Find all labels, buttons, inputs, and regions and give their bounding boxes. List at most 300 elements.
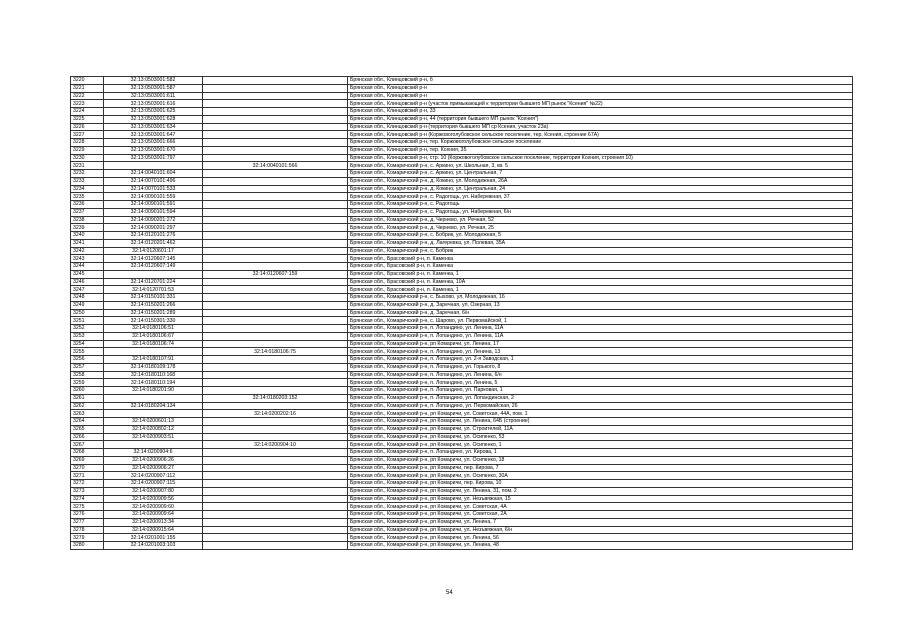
cadastral-number: 32:14:0180107:91 [104, 356, 203, 364]
table-row [71, 356, 853, 364]
cadastral-number: 32:13:0503001:587 [104, 84, 203, 92]
table-row [71, 255, 853, 263]
cadastral-number-alt [203, 534, 348, 542]
cadastral-number: 32:14:0200913:34 [104, 518, 203, 526]
address: Брянская обл., Комаричский р-н, п. Лопандино, ул. Лопандинская, 2 [348, 394, 853, 402]
cadastral-number [104, 348, 203, 356]
table-row [71, 139, 853, 147]
cadastral-number: 32:14:0040101:604 [104, 170, 203, 178]
cadastral-number: 32:14:0201003:103 [104, 542, 203, 550]
cadastral-number: 32:14:0200601:13 [104, 418, 203, 426]
table-row [71, 216, 853, 224]
cadastral-number-alt [203, 216, 348, 224]
table-row [71, 317, 853, 325]
cadastral-number-alt [203, 77, 348, 85]
address: Брянская обл., Брасовский р-н, п. Каменка, 1 [348, 286, 853, 294]
address: Брянская обл., Комаричский р-н, рп Комаричи, ул. Осипенко, 1 [348, 441, 853, 449]
cadastral-number: 32:14:0150201:266 [104, 301, 203, 309]
cadastral-number-alt [203, 487, 348, 495]
row-number: 3226 [71, 123, 104, 131]
row-number: 3222 [71, 92, 104, 100]
address: Брянская обл., Комаричский р-н, п. Лопандино, ул. Ленина, 11А [348, 332, 853, 340]
address: Брянская обл., Комаричский р-н, д. Кокино, ул. Молодежная, 26А [348, 177, 853, 185]
address: Брянская обл., Комаричский р-н, п. Лопандино, ул. Горького, 8 [348, 363, 853, 371]
address: Брянская обл., Комаричский р-н, рп Комаричи, ул. Советская, 4А [348, 503, 853, 511]
address: Брянская обл., Брасовский р-н, п. Каменка, 1 [348, 270, 853, 278]
row-number: 3253 [71, 332, 104, 340]
table-row [71, 363, 853, 371]
cadastral-number: 32:14:0120607:145 [104, 255, 203, 263]
cadastral-number: 32:14:0200903:51 [104, 433, 203, 441]
table-row [71, 379, 853, 387]
address: Брянская обл., Клинцовский р-н (Коржовоголубовское сельское поселение, тер. Ксения, строение 67А) [348, 131, 853, 139]
table-row [71, 340, 853, 348]
cadastral-number-alt: 32:14:0200202:16 [203, 410, 348, 418]
cadastral-number [104, 410, 203, 418]
row-number: 3250 [71, 309, 104, 317]
cadastral-number-alt [203, 154, 348, 162]
address: Брянская обл., Комаричский р-н, д. Лагеревка, ул. Полевая, 35А [348, 239, 853, 247]
row-number: 3228 [71, 139, 104, 147]
cadastral-number: 32:14:0090201:297 [104, 224, 203, 232]
table-row [71, 108, 853, 116]
cadastral-number-alt [203, 100, 348, 108]
cadastral-number-alt [203, 518, 348, 526]
cadastral-number-alt [203, 309, 348, 317]
address: Брянская обл., Брасовский р-н, п. Каменка [348, 263, 853, 271]
address: Брянская обл., Комаричский р-н, д. Заречная, ул. Озерная, 13 [348, 301, 853, 309]
cadastral-number-alt [203, 456, 348, 464]
cadastral-number: 32:14:0150301:330 [104, 317, 203, 325]
cadastral-number-alt [203, 193, 348, 201]
table-row [71, 425, 853, 433]
cadastral-number-alt [203, 232, 348, 240]
table-row [71, 487, 853, 495]
cadastral-number: 32:14:0200906:27 [104, 464, 203, 472]
address: Брянская обл., Клинцовский р-н, 33 [348, 108, 853, 116]
row-number: 3231 [71, 162, 104, 170]
address: Брянская обл., Комаричский р-н, рп Комаричи, ул. Ленина, 7 [348, 518, 853, 526]
row-number: 3220 [71, 77, 104, 85]
address: Брянская обл., Комаричский р-н, п. Лопандино, ул. Парковая, 1 [348, 387, 853, 395]
address: Брянская обл., Комаричский р-н, с. Аркино, ул. Школьная, 3, кв. 5 [348, 162, 853, 170]
cadastral-number-alt [203, 115, 348, 123]
row-number: 3278 [71, 526, 104, 534]
address: Брянская обл., Комаричский р-н, п. Лопандино, ул. Первомайская, 26 [348, 402, 853, 410]
address: Брянская обл., Комаричский р-н, рп Комаричи, пер. Кирова, 10 [348, 480, 853, 488]
address: Брянская обл., Комаричский р-н, с. Радогощь [348, 201, 853, 209]
row-number: 3273 [71, 487, 104, 495]
row-number: 3238 [71, 216, 104, 224]
address: Брянская обл., Клинцовский р-н [348, 84, 853, 92]
cadastral-number: 32:13:0503001:625 [104, 108, 203, 116]
cadastral-number-alt [203, 224, 348, 232]
row-number: 3270 [71, 464, 104, 472]
table-row [71, 294, 853, 302]
table-row [71, 270, 853, 278]
table-row [71, 115, 853, 123]
table-row [71, 456, 853, 464]
address: Брянская обл., Комаричский р-н, рп Комаричи, ул. Ленина, 31, пом. 2 [348, 487, 853, 495]
cadastral-number: 32:14:0200909:56 [104, 495, 203, 503]
cadastral-number-alt [203, 340, 348, 348]
address: Брянская обл., Комаричский р-н, д. Чернево, ул. Речная, 52 [348, 216, 853, 224]
cadastral-number-alt: 32:14:0180106:75 [203, 348, 348, 356]
address: Брянская обл., Брасовский р-н, п. Каменка, 10А [348, 278, 853, 286]
cadastral-number-alt [203, 92, 348, 100]
address: Брянская обл., Комаричский р-н, п. Лопандино, ул. Кирова, 1 [348, 449, 853, 457]
cadastral-number-alt [203, 526, 348, 534]
cadastral-number: 32:14:0200802:12 [104, 425, 203, 433]
table-row [71, 418, 853, 426]
cadastral-number-alt [203, 402, 348, 410]
cadastral-number [104, 441, 203, 449]
cadastral-number: 32:13:0503001:797 [104, 154, 203, 162]
address: Брянская обл., Комаричский р-н, с. Быхово, ул. Молодежная, 16 [348, 294, 853, 302]
cadastral-number: 32:14:0180106:67 [104, 332, 203, 340]
cadastral-number-alt [203, 464, 348, 472]
table-row [71, 84, 853, 92]
row-number: 3277 [71, 518, 104, 526]
cadastral-number: 32:14:0150201:289 [104, 309, 203, 317]
row-number: 3262 [71, 402, 104, 410]
row-number: 3248 [71, 294, 104, 302]
row-number: 3223 [71, 100, 104, 108]
table-row [71, 92, 853, 100]
address: Брянская обл., Комаричский р-н, п. Лопандино, ул. Ленина, 13 [348, 348, 853, 356]
address: Брянская обл., Комаричский р-н, с. Аркино, ул. Центральная, 7 [348, 170, 853, 178]
address: Брянская обл., Комаричский р-н, с. Радогощь, ул. Набережная, 6/н [348, 208, 853, 216]
address: Брянская обл., Комаричский р-н, рп Комаричи, ул. Незъвяжная, 15 [348, 495, 853, 503]
address: Брянская обл., Комаричский р-н, п. Лопандино, ул. 2-я Заводская, 1 [348, 356, 853, 364]
cadastral-number-alt [203, 301, 348, 309]
row-number: 3241 [71, 239, 104, 247]
cadastral-number-alt [203, 325, 348, 333]
row-number: 3269 [71, 456, 104, 464]
row-number: 3257 [71, 363, 104, 371]
cadastral-number-alt: 32:14:0040101:566 [203, 162, 348, 170]
row-number: 3224 [71, 108, 104, 116]
table-row [71, 387, 853, 395]
cadastral-number-alt [203, 146, 348, 154]
row-number: 3280 [71, 542, 104, 550]
cadastral-number-alt [203, 433, 348, 441]
table-row [71, 464, 853, 472]
cadastral-number-alt [203, 139, 348, 147]
address: Брянская обл., Комаричский р-н, рп Комаричи, ул. Незъвяжная, 6/н [348, 526, 853, 534]
cadastral-number: 32:13:0503001:611 [104, 92, 203, 100]
cadastral-number-alt [203, 511, 348, 519]
row-number: 3249 [71, 301, 104, 309]
cadastral-number [104, 394, 203, 402]
table-row [71, 162, 853, 170]
address: Брянская обл., Комаричский р-н, д. Заречная, 6/н [348, 309, 853, 317]
address: Брянская обл., Комаричский р-н, рп Комаричи, ул. Ленина, 48 [348, 542, 853, 550]
cadastral-number: 32:14:0180106:51 [104, 325, 203, 333]
row-number: 3252 [71, 325, 104, 333]
cadastral-number-alt [203, 363, 348, 371]
cadastral-number-alt [203, 247, 348, 255]
address: Брянская обл., Комаричский р-н, рп Комаричи, пер. Кирова, 7 [348, 464, 853, 472]
address: Брянская обл., Комаричский р-н, рп Комаричи, ул. Осипенко, 53 [348, 433, 853, 441]
address: Брянская обл., Комаричский р-н, рп Комаричи, ул. Советская, 44А, пом. 1 [348, 410, 853, 418]
address: Брянская обл., Клинцовский р-н, тер. Коржовоголубовское сельское поселение [348, 139, 853, 147]
row-number: 3236 [71, 201, 104, 209]
cadastral-number: 32:14:0200909:64 [104, 511, 203, 519]
table-row [71, 177, 853, 185]
cadastral-number: 32:14:0090101:591 [104, 201, 203, 209]
cadastral-number-alt [203, 542, 348, 550]
cadastral-number-alt [203, 286, 348, 294]
row-number: 3265 [71, 425, 104, 433]
table-row [71, 410, 853, 418]
cadastral-number-alt [203, 495, 348, 503]
cadastral-number: 32:14:0120201:462 [104, 239, 203, 247]
row-number: 3261 [71, 394, 104, 402]
row-number: 3256 [71, 356, 104, 364]
address: Брянская обл., Клинцовский р-н (участок примыкающий к территории бывшего МП рынок "Ксения" №22) [348, 100, 853, 108]
address: Брянская обл., Клинцовский р-н, стр. 10 (Коржовоголубовское сельское поселение, территория Ксения, строения 10) [348, 154, 853, 162]
cadastral-number: 32:14:0200907:80 [104, 487, 203, 495]
cadastral-number-alt [203, 379, 348, 387]
cadastral-number-alt [203, 371, 348, 379]
registry-table-body [71, 77, 853, 550]
cadastral-number-alt [203, 418, 348, 426]
address: Брянская обл., Комаричский р-н, с. Бобрик, ул. Молодежная, 5 [348, 232, 853, 240]
address: Брянская обл., Комаричский р-н, рп Комаричи, ул. Ленина, 56 [348, 534, 853, 542]
table-row [71, 332, 853, 340]
row-number: 3245 [71, 270, 104, 278]
cadastral-number-alt [203, 255, 348, 263]
cadastral-number-alt [203, 170, 348, 178]
table-row [71, 511, 853, 519]
row-number: 3267 [71, 441, 104, 449]
address: Брянская обл., Комаричский р-н, рп Комаричи, ул. Осипенко, 18 [348, 456, 853, 464]
table-row [71, 247, 853, 255]
table-row [71, 394, 853, 402]
address: Брянская обл., Клинцовский р-н [348, 92, 853, 100]
cadastral-number: 32:14:0070101:533 [104, 185, 203, 193]
address: Брянская обл., Клинцовский р-н (территория бывшего МП ср Ксения, участок 23а) [348, 123, 853, 131]
cadastral-number-alt [203, 503, 348, 511]
cadastral-number: 32:14:0180109:178 [104, 363, 203, 371]
row-number: 3271 [71, 472, 104, 480]
table-row [71, 154, 853, 162]
table-row [71, 224, 853, 232]
cadastral-number: 32:14:0200907:115 [104, 480, 203, 488]
cadastral-number: 32:14:0180110:168 [104, 371, 203, 379]
table-row [71, 185, 853, 193]
table-row [71, 232, 853, 240]
cadastral-number-alt [203, 449, 348, 457]
row-number: 3240 [71, 232, 104, 240]
cadastral-number: 32:14:0180110:194 [104, 379, 203, 387]
table-row [71, 371, 853, 379]
table-row [71, 263, 853, 271]
cadastral-number: 32:14:0120701:224 [104, 278, 203, 286]
table-row [71, 433, 853, 441]
cadastral-number-alt [203, 332, 348, 340]
address: Брянская обл., Комаричский р-н, п. Лопандино, ул. Ленина, 5 [348, 379, 853, 387]
cadastral-number: 32:13:0503001:628 [104, 115, 203, 123]
address: Брянская обл., Брасовский р-н, п. Каменка [348, 255, 853, 263]
table-row [71, 193, 853, 201]
cadastral-number: 32:14:0200906:26 [104, 456, 203, 464]
cadastral-number-alt: 32:14:0180203:152 [203, 394, 348, 402]
cadastral-number: 32:13:0503001:666 [104, 139, 203, 147]
address: Брянская обл., Клинцовский р-н, б [348, 77, 853, 85]
table-row [71, 472, 853, 480]
cadastral-number: 32:14:0120601:17 [104, 247, 203, 255]
cadastral-number: 32:14:0120701:53 [104, 286, 203, 294]
cadastral-number: 32:14:0120607:149 [104, 263, 203, 271]
table-row [71, 170, 853, 178]
cadastral-number [104, 162, 203, 170]
table-row [71, 131, 853, 139]
cadastral-number-alt [203, 263, 348, 271]
row-number: 3221 [71, 84, 104, 92]
table-row [71, 348, 853, 356]
row-number: 3264 [71, 418, 104, 426]
cadastral-number-alt [203, 356, 348, 364]
cadastral-number-alt [203, 201, 348, 209]
address: Брянская обл., Комаричский р-н, с. Бобрик [348, 247, 853, 255]
cadastral-number: 32:14:0200915:64 [104, 526, 203, 534]
table-row [71, 495, 853, 503]
cadastral-number-alt [203, 123, 348, 131]
row-number: 3239 [71, 224, 104, 232]
cadastral-number: 32:14:0070101:496 [104, 177, 203, 185]
row-number: 3266 [71, 433, 104, 441]
row-number: 3242 [71, 247, 104, 255]
table-row [71, 534, 853, 542]
table-row [71, 278, 853, 286]
table-row [71, 480, 853, 488]
row-number: 3251 [71, 317, 104, 325]
row-number: 3246 [71, 278, 104, 286]
row-number: 3263 [71, 410, 104, 418]
cadastral-number-alt [203, 185, 348, 193]
table-row [71, 208, 853, 216]
address: Брянская обл., Комаричский р-н, п. Лопандино, ул. Ленина, 11А [348, 325, 853, 333]
row-number: 3254 [71, 340, 104, 348]
table-row [71, 441, 853, 449]
row-number: 3233 [71, 177, 104, 185]
cadastral-number: 32:14:0200909:60 [104, 503, 203, 511]
address: Брянская обл., Комаричский р-н, п. Лопандино, ул. Ленина, 6/н [348, 371, 853, 379]
row-number: 3232 [71, 170, 104, 178]
cadastral-number: 32:14:0090101:594 [104, 208, 203, 216]
cadastral-number-alt [203, 425, 348, 433]
cadastral-number: 32:13:0503001:634 [104, 123, 203, 131]
cadastral-number: 32:13:0503001:582 [104, 77, 203, 85]
table-row [71, 100, 853, 108]
address: Брянская обл., Комаричский р-н, с. Радогощь, ул. Набережная, 37 [348, 193, 853, 201]
row-number: 3260 [71, 387, 104, 395]
row-number: 3272 [71, 480, 104, 488]
cadastral-number: 32:14:0180201:90 [104, 387, 203, 395]
page-number: 54 [446, 590, 453, 596]
table-row [71, 449, 853, 457]
cadastral-number: 32:14:0090101:559 [104, 193, 203, 201]
cadastral-number-alt [203, 131, 348, 139]
row-number: 3274 [71, 495, 104, 503]
cadastral-number-alt: 32:14:0200904:10 [203, 441, 348, 449]
row-number: 3229 [71, 146, 104, 154]
row-number: 3255 [71, 348, 104, 356]
cadastral-number-alt [203, 108, 348, 116]
cadastral-number: 32:14:0180204:134 [104, 402, 203, 410]
table-row [71, 77, 853, 85]
table-row [71, 301, 853, 309]
row-number: 3268 [71, 449, 104, 457]
row-number: 3247 [71, 286, 104, 294]
table-row [71, 503, 853, 511]
table-row [71, 309, 853, 317]
cadastral-number-alt [203, 177, 348, 185]
row-number: 3234 [71, 185, 104, 193]
row-number: 3237 [71, 208, 104, 216]
row-number: 3244 [71, 263, 104, 271]
cadastral-number: 32:14:0090201:272 [104, 216, 203, 224]
cadastral-number: 32:13:0503001:616 [104, 100, 203, 108]
cadastral-number [104, 270, 203, 278]
row-number: 3230 [71, 154, 104, 162]
row-number: 3258 [71, 371, 104, 379]
cadastral-number: 32:13:0503001:670 [104, 146, 203, 154]
table-row [71, 239, 853, 247]
table-row [71, 542, 853, 550]
cadastral-number-alt [203, 84, 348, 92]
address: Брянская обл., Клинцовский р-н, 44 (территория бывшего МП рынок "Ксения") [348, 115, 853, 123]
address: Брянская обл., Комаричский р-н, с. Шарово, ул. Первомайской, 1 [348, 317, 853, 325]
address: Брянская обл., Клинцовский р-н, тер. Ксения, 35 [348, 146, 853, 154]
cadastral-number: 32:14:0120101:276 [104, 232, 203, 240]
table-row [71, 402, 853, 410]
cadastral-number-alt [203, 387, 348, 395]
table-row [71, 286, 853, 294]
cadastral-number: 32:14:0200907:112 [104, 472, 203, 480]
row-number: 3275 [71, 503, 104, 511]
cadastral-number-alt [203, 239, 348, 247]
cadastral-number-alt [203, 294, 348, 302]
address: Брянская обл., Комаричский р-н, д. Кокино, ул. Центральная, 24 [348, 185, 853, 193]
cadastral-number: 32:14:0180106:74 [104, 340, 203, 348]
table-row [71, 526, 853, 534]
row-number: 3227 [71, 131, 104, 139]
address: Брянская обл., Комаричский р-н, рп Комаричи, ул. Ленина, 64Б (строение) [348, 418, 853, 426]
row-number: 3235 [71, 193, 104, 201]
table-row [71, 201, 853, 209]
cadastral-number: 32:14:0150101:331 [104, 294, 203, 302]
row-number: 3243 [71, 255, 104, 263]
row-number: 3259 [71, 379, 104, 387]
cadastral-number-alt [203, 317, 348, 325]
table-row [71, 146, 853, 154]
cadastral-number-alt [203, 208, 348, 216]
row-number: 3279 [71, 534, 104, 542]
cadastral-number-alt [203, 472, 348, 480]
address: Брянская обл., Комаричский р-н, рп Комаричи, ул. Ленина, 17 [348, 340, 853, 348]
cadastral-number-alt: 32:14:0120607:159 [203, 270, 348, 278]
registry-table [70, 76, 853, 550]
table-row [71, 123, 853, 131]
cadastral-number-alt [203, 278, 348, 286]
cadastral-number-alt [203, 480, 348, 488]
address: Брянская обл., Комаричский р-н, д. Чернево, ул. Речная, 25 [348, 224, 853, 232]
row-number: 3225 [71, 115, 104, 123]
address: Брянская обл., Комаричский р-н, рп Комаричи, ул. Осипенко, 30А [348, 472, 853, 480]
